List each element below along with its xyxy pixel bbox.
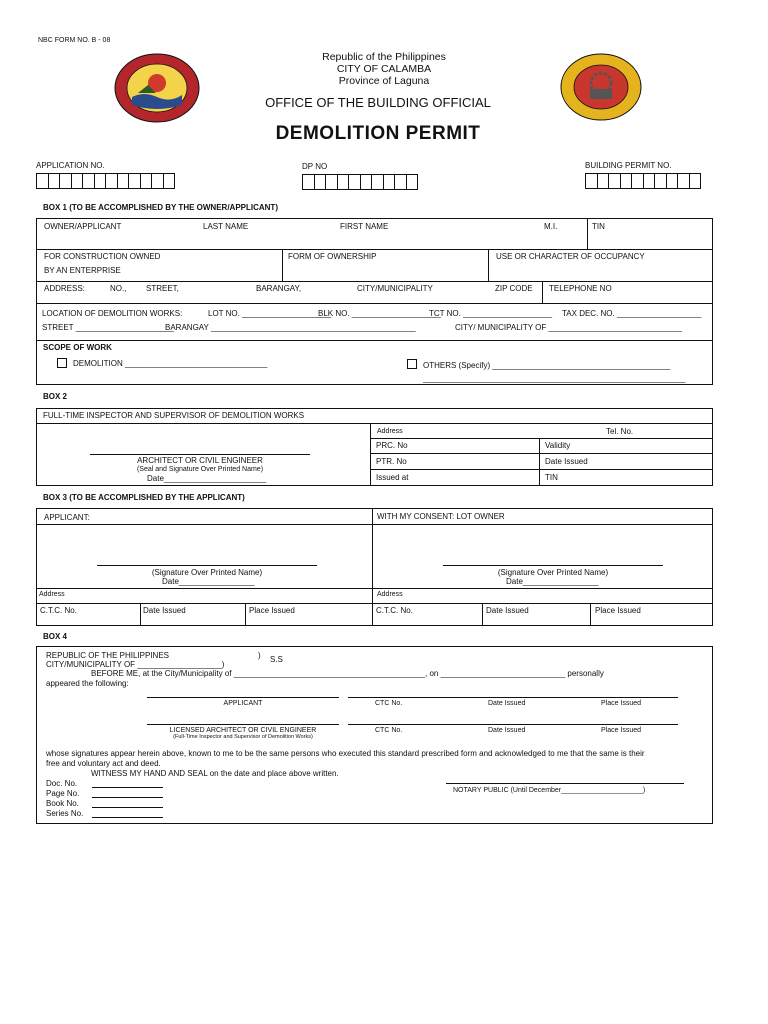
page-no-label: Page No.: [46, 789, 80, 798]
box4-ctc-label-2: CTC No.: [375, 727, 403, 734]
tax-dec-no-field[interactable]: TAX DEC. NO. ___________________: [562, 309, 702, 318]
form-of-ownership-label: FORM OF OWNERSHIP: [288, 252, 377, 261]
applicant-signature-label: (Signature Over Printed Name): [151, 568, 263, 577]
applicant-date-field[interactable]: Date_________________: [162, 577, 255, 586]
box4-date-issued-label: Date Issued: [488, 700, 526, 707]
licensed-sub-label: (Full-Time Inspector and Supervisor of Demolition Works): [173, 734, 313, 740]
box4-place-issued-label: Place Issued: [601, 700, 642, 707]
box2-date-field[interactable]: Date_______________________: [147, 474, 267, 483]
location-label: LOCATION OF DEMOLITION WORKS:: [42, 309, 183, 318]
notary-public-label: NOTARY PUBLIC (Until December_____________________): [453, 787, 646, 794]
box4-republic-label: REPUBLIC OF THE PHILIPPINES: [46, 651, 169, 660]
appeared-text: appeared the following:: [46, 679, 129, 688]
address-city-label: CITY/MUNICIPALITY: [357, 284, 433, 293]
whose-signatures-text: whose signatures appear herein above, known to me to be the same persons who executed this standard prescribed form and acknowledged to me that the same is their: [46, 749, 645, 758]
box2-address-label: Address: [377, 428, 403, 435]
dp-no-boxes[interactable]: [302, 174, 417, 190]
box1-heading: BOX 1 (TO BE ACCOMPLISHED BY THE OWNER/APPLICANT): [43, 203, 278, 212]
lot-owner-consent-label: WITH MY CONSENT: LOT OWNER: [377, 512, 505, 521]
others-field-line2[interactable]: ___________________________________________________________: [423, 374, 686, 383]
lot-owner-signature-label: (Signature Over Printed Name): [497, 568, 609, 577]
address-no-label: NO.,: [110, 284, 127, 293]
building-permit-no-boxes[interactable]: [585, 173, 700, 189]
barangay-field[interactable]: BARANGAY ______________________________________________: [165, 323, 416, 332]
owner-applicant-label: OWNER/APPLICANT: [44, 222, 122, 231]
ss-label: S.S: [270, 655, 283, 664]
box4-city-field[interactable]: CITY/MUNICIPALITY OF ___________________): [46, 660, 225, 669]
street-field[interactable]: STREET ______________________: [42, 323, 174, 332]
book-no-line[interactable]: [92, 807, 163, 808]
box4-heading: BOX 4: [43, 632, 68, 641]
scope-of-work-label: SCOPE OF WORK: [43, 343, 112, 352]
applicant-address-label: Address: [39, 591, 65, 598]
lot-owner-date-field[interactable]: Date_________________: [506, 577, 599, 586]
series-no-label: Series No.: [46, 809, 84, 818]
series-no-line[interactable]: [92, 817, 163, 818]
page-title: DEMOLITION PERMIT: [275, 123, 481, 144]
seal-signature-label: (Seal and Signature Over Printed Name): [136, 466, 264, 473]
doc-no-label: Doc. No.: [46, 779, 78, 788]
application-no-label: APPLICATION NO.: [36, 161, 105, 170]
box4-ctc-label: CTC No.: [375, 700, 403, 707]
lot-no-field[interactable]: LOT NO. ____________________: [208, 309, 332, 318]
building-official-seal-logo: [560, 53, 642, 121]
demolition-field[interactable]: DEMOLITION ________________________________: [73, 359, 268, 368]
licensed-architect-label: LICENSED ARCHITECT OR CIVIL ENGINEER: [169, 727, 317, 734]
demolition-checkbox[interactable]: [57, 358, 67, 368]
voluntary-act-text: free and voluntary act and deed.: [46, 759, 161, 768]
lot-owner-ctc-label: C.T.C. No.: [376, 606, 413, 615]
architect-label: ARCHITECT OR CIVIL ENGINEER: [137, 456, 263, 465]
issued-at-label: Issued at: [376, 473, 409, 482]
tin-label: TIN: [592, 222, 605, 231]
applicant-date-issued-label: Date Issued: [143, 606, 186, 615]
office-title: OFFICE OF THE BUILDING OFFICIAL: [265, 95, 491, 110]
witness-text: WITNESS MY HAND AND SEAL on the date and place above written.: [91, 769, 339, 778]
applicant-place-issued-label: Place Issued: [249, 606, 295, 615]
box2-date-issued-label: Date Issued: [545, 457, 588, 466]
lot-owner-date-issued-label: Date Issued: [486, 606, 529, 615]
book-no-label: Book No.: [46, 799, 79, 808]
others-checkbox[interactable]: [407, 359, 417, 369]
mi-label: M.I.: [544, 222, 558, 231]
by-enterprise-label: BY AN ENTERPRISE: [44, 266, 121, 275]
address-label: ADDRESS:: [44, 284, 85, 293]
before-me-text: BEFORE ME, at the City/Municipality of ___________________________________________, on ____________________________ personally: [91, 669, 604, 678]
building-permit-no-label: BUILDING PERMIT NO.: [585, 161, 672, 170]
others-field[interactable]: OTHERS (Specify) ________________________________________: [423, 361, 671, 370]
doc-no-line[interactable]: [92, 787, 163, 788]
box4-place-issued-label-2: Place Issued: [601, 727, 642, 734]
address-street-label: STREET,: [146, 284, 179, 293]
form-number: NBC FORM NO. B - 08: [38, 37, 111, 44]
address-barangay-label: BARANGAY,: [256, 284, 302, 293]
ptr-no-label: PTR. No: [376, 457, 407, 466]
box4-applicant-label: APPLICANT: [223, 700, 263, 707]
validity-label: Validity: [545, 441, 571, 450]
for-construction-label: FOR CONSTRUCTION OWNED: [44, 252, 161, 261]
prc-no-label: PRC. No: [376, 441, 408, 450]
use-of-occupancy-label: USE OR CHARACTER OF OCCUPANCY: [496, 252, 645, 261]
box4-paren: ): [258, 651, 261, 660]
lot-owner-address-label: Address: [377, 591, 403, 598]
box2-heading: BOX 2: [43, 392, 68, 401]
tct-no-field[interactable]: TCT NO. ____________________: [429, 309, 553, 318]
blk-no-field[interactable]: BLK NO. ____________________: [318, 309, 441, 318]
telephone-label: TELEPHONE NO: [549, 284, 612, 293]
box2-tin-label: TIN: [545, 473, 558, 482]
city-municipality-field[interactable]: CITY/ MUNICIPALITY OF ______________________________: [455, 323, 682, 332]
republic-text: Republic of the Philippines: [322, 51, 446, 63]
zip-code-label: ZIP CODE: [495, 284, 533, 293]
lot-owner-place-issued-label: Place Issued: [595, 606, 641, 615]
box4-date-issued-label-2: Date Issued: [488, 727, 526, 734]
first-name-label: FIRST NAME: [340, 222, 389, 231]
last-name-label: LAST NAME: [203, 222, 249, 231]
application-no-boxes[interactable]: [36, 173, 174, 189]
box3-heading: BOX 3 (TO BE ACCOMPLISHED BY THE APPLICANT): [43, 493, 245, 502]
province-text: Province of Laguna: [338, 75, 430, 87]
applicant-ctc-label: C.T.C. No.: [40, 606, 77, 615]
city-text: CITY OF CALAMBA: [336, 63, 432, 75]
inspector-label: FULL-TIME INSPECTOR AND SUPERVISOR OF DEMOLITION WORKS: [43, 411, 305, 420]
applicant-label: APPLICANT:: [44, 513, 90, 522]
box2-tel-no-label: Tel. No.: [606, 427, 634, 436]
city-seal-logo: [114, 53, 200, 123]
dp-no-label: DP NO: [302, 162, 328, 171]
page-no-line[interactable]: [92, 797, 163, 798]
